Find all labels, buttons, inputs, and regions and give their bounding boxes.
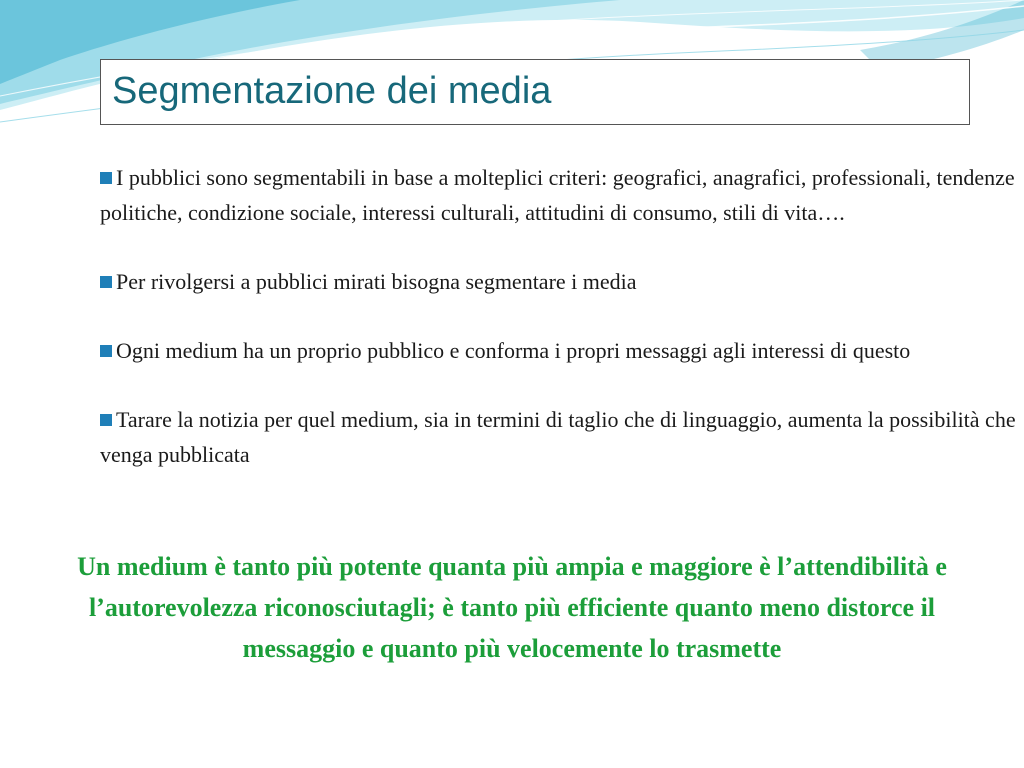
square-bullet-icon	[100, 414, 112, 426]
title-box	[100, 59, 970, 125]
square-bullet-icon	[100, 345, 112, 357]
bullet-item	[100, 333, 1020, 368]
bullet-item	[100, 402, 1020, 472]
bullet-text: Ogni medium ha un proprio pubblico e conforma i propri messaggi agli interessi di questo	[116, 338, 911, 363]
bullet-text: I pubblici sono segmentabili in base a molteplici criteri: geografici, anagrafici, professionali, tendenze politiche, condizione sociale, interessi culturali, attitudini di consumo, stili di vita….	[100, 165, 1015, 225]
bullet-item	[100, 160, 1020, 230]
bullet-list	[100, 160, 1020, 472]
square-bullet-icon	[100, 172, 112, 184]
bullet-text: Tarare la notizia per quel medium, sia in termini di taglio che di linguaggio, aumenta la possibilità che venga pubblicata	[100, 407, 1016, 467]
closing-statement: Un medium è tanto più potente quanta più ampia e maggiore è l’attendibilità e l’autorevolezza riconosciutagli; è tanto più efficiente quanto meno distorce il messaggio e quanto più velocemente lo trasmette	[77, 552, 947, 663]
slide-title: Segmentazione dei media	[112, 70, 552, 112]
bullet-text: Per rivolgersi a pubblici mirati bisogna segmentare i media	[116, 269, 637, 294]
bullet-item	[100, 264, 1020, 299]
square-bullet-icon	[100, 276, 112, 288]
